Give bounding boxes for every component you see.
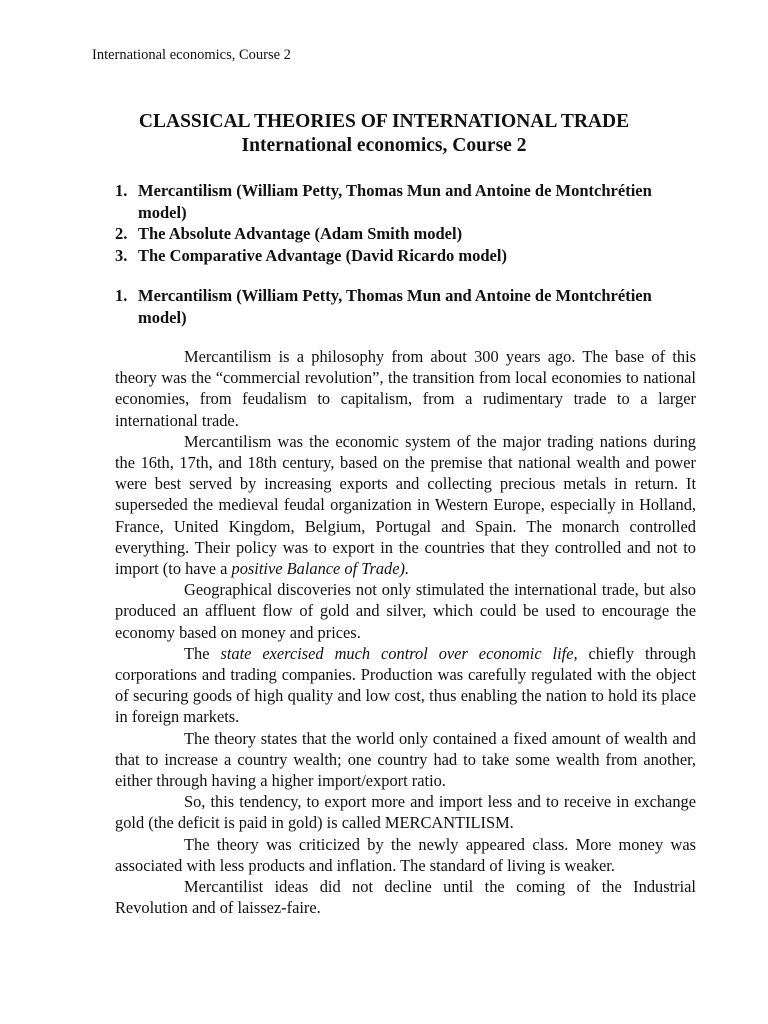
toc-item-number: 3. — [115, 245, 128, 265]
paragraph-emphasis: positive Balance of Trade). — [231, 559, 410, 579]
page-title: CLASSICAL THEORIES OF INTERNATIONAL TRADE — [138, 111, 630, 132]
paragraph: The theory was criticized by the newly appeared class. More money was associated with less products and inflation. The standard of living is weaker. — [115, 834, 696, 875]
section-number: 1. — [115, 286, 128, 305]
section-heading — [115, 285, 675, 328]
page-subtitle: International economics, Course 2 — [241, 135, 527, 156]
toc-item-text: The Comparative Advantage (David Ricardo model) — [138, 245, 507, 265]
section-title: Mercantilism (William Petty, Thomas Mun and Antoine de Montchrétien model) — [138, 286, 652, 327]
paragraph-text: The — [184, 643, 221, 663]
toc-item-number: 1. — [115, 181, 128, 200]
paragraph — [115, 643, 696, 728]
running-header: International economics, Course 2 — [92, 47, 291, 63]
paragraph: The theory states that the world only contained a fixed amount of wealth and that to increase a country wealth; one country had to take some wealth from another, either through having a higher import/export ratio. — [115, 728, 696, 791]
toc-item — [115, 245, 675, 267]
paragraph: So, this tendency, to export more and import less and to receive in exchange gold (the deficit is paid in gold) is called MERCANTILISM. — [115, 792, 696, 833]
paragraph-text: Mercantilism was the economic system of the major trading nations during the 16th, 17th, and 18th century, based on the premise that national wealth and power were best served by increasing exports and collecting precious metals in return. It superseded the medieval feudal organization in Western Europe, especially in Holland, France, United Kingdom, Belgium, Portugal and Spain. The monarch controlled everything. Their policy was to export in the countries that they controlled and not to import (to have a — [115, 431, 696, 579]
title-block — [0, 110, 768, 158]
toc-item-text: The Absolute Advantage (Adam Smith model) — [138, 224, 463, 243]
paragraph: Mercantilism is a philosophy from about 300 years ago. The base of this theory was the “commercial revolution”, the transition from local economies to national economies, from feudalism to capitalism, from a rudimentary trade to a larger international trade. — [115, 347, 696, 430]
paragraph — [115, 431, 696, 579]
toc-item-number: 2. — [115, 224, 128, 243]
toc-item-text: Mercantilism (William Petty, Thomas Mun and Antoine de Montchrétien model) — [138, 181, 652, 222]
paragraph: Geographical discoveries not only stimulated the international trade, but also produced an affluent flow of gold and silver, which could be used to encourage the economy based on money and prices. — [115, 580, 696, 642]
paragraph-emphasis: state exercised much control over economic life — [220, 643, 574, 663]
toc-item — [115, 180, 675, 223]
toc-item — [115, 223, 675, 245]
body-text — [115, 346, 696, 918]
paragraph-text: , chiefly through corporations and trading companies. Production was carefully regulated with the object of securing goods of high quality and low cost, thus enabling the nation to hold its place in foreign markets. — [115, 643, 696, 727]
table-of-contents — [115, 180, 675, 266]
paragraph: Mercantilist ideas did not decline until the coming of the Industrial Revolution and of laissez-faire. — [115, 877, 696, 918]
